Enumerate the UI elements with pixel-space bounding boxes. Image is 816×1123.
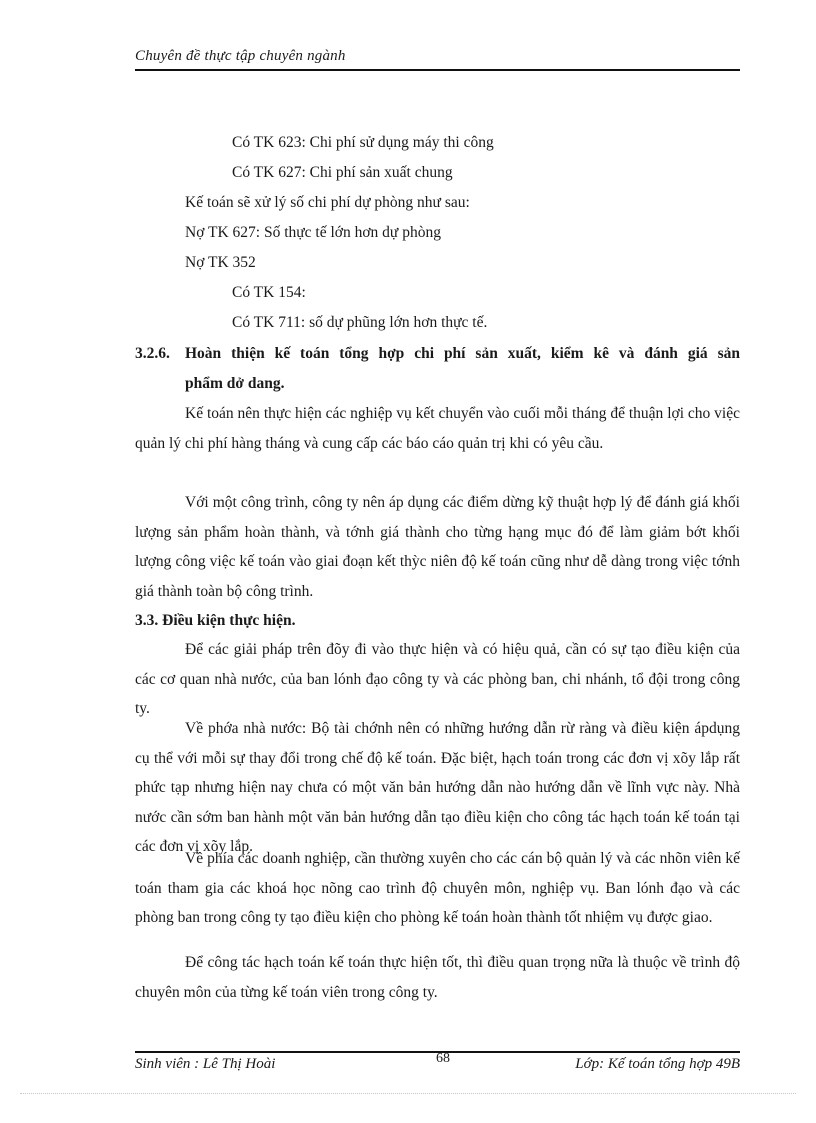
header-rule (135, 69, 740, 71)
page-number: 68 (436, 1051, 450, 1066)
paragraph: Về phía các doanh nghiệp, cần thường xuyên cho các cán bộ quản lý và các nhõn viên kế toán tham gia các khoá học nõng cao trình độ chuyên môn, nghiệp vụ. Ban lónh đạo và các phòng ban trong công ty tạo điều kiện cho phòng kế toán hoàn thành tốt nhiệm vụ được giao. (135, 850, 740, 926)
entry-line: Có TK 154: (232, 284, 306, 301)
entry-line: Kế toán sẽ xử lý số chi phí dự phòng như sau: (185, 194, 470, 211)
footer-student: Sinh viên : Lê Thị Hoài (135, 1056, 276, 1072)
paragraph: Về phớa nhà nước: Bộ tài chớnh nên có những hướng dẫn rừ ràng và điều kiện ápdụng cụ thể với mỗi sự thay đổi trong chế độ kế toán. Đặc biệt, hạch toán trong các đơn vị xõy lắp rất phức tạp nhưng hiện nay chưa có một văn bản hướng dẫn nào hướng dẫn về lĩnh vực này. Nhà nước cần sớm ban hành một văn bản hướng dẫn tạo điều kiện cho công tác hạch toán kế toán tại các đơn vị xõy lắp. (135, 720, 740, 855)
paragraph: Kế toán nên thực hiện các nghiệp vụ kết chuyển vào cuối mỗi tháng để thuận lợi cho việc quản lý chi phí hàng tháng và cung cấp các báo cáo quản trị khi có yêu cầu. (135, 405, 740, 452)
section-number: 3.2.6. (135, 345, 170, 362)
entry-line: Có TK 711: số dự phũng lớn hơn thực tế. (232, 314, 488, 331)
entry-line: Có TK 623: Chi phí sử dụng máy thi công (232, 134, 494, 151)
entry-line: Nợ TK 627: Số thực tế lớn hơn dự phòng (185, 224, 441, 241)
footer-class: Lớp: Kế toán tổng hợp 49B (575, 1056, 740, 1072)
section-title: Hoàn thiện kế toán tổng hợp chi phí sản xuất, kiểm kê và đánh giá sản (185, 345, 740, 362)
header-title: Chuyên đề thực tập chuyên ngành (135, 48, 346, 64)
paragraph: Để các giải pháp trên đõy đi vào thực hiện và có hiệu quả, cần có sự tạo điều kiện của các cơ quan nhà nước, của ban lónh đạo công ty và các phòng ban, chi nhánh, tổ đội trong công ty. (135, 641, 740, 717)
section-title-cont: phẩm dở dang. (185, 375, 285, 392)
page-edge-divider (20, 1093, 796, 1094)
section-title: 3.3. Điều kiện thực hiện. (135, 612, 296, 629)
entry-line: Có TK 627: Chi phí sản xuất chung (232, 164, 453, 181)
entry-line: Nợ TK 352 (185, 254, 256, 271)
paragraph: Với một công trình, công ty nên áp dụng các điểm dừng kỹ thuật hợp lý để đánh giá khối lượng sản phẩm hoàn thành, và tớnh giá thành cho từng hạng mục đó để làm giảm bớt khối lượng công việc kế toán vào giai đoạn kết thỳc niên độ kế toán cũng như dễ dàng trong việc tớnh giá thành toàn bộ công trình. (135, 494, 740, 600)
paragraph: Để công tác hạch toán kế toán thực hiện tốt, thì điều quan trọng nữa là thuộc về trình độ chuyên môn của từng kế toán viên trong công ty. (135, 954, 740, 1001)
